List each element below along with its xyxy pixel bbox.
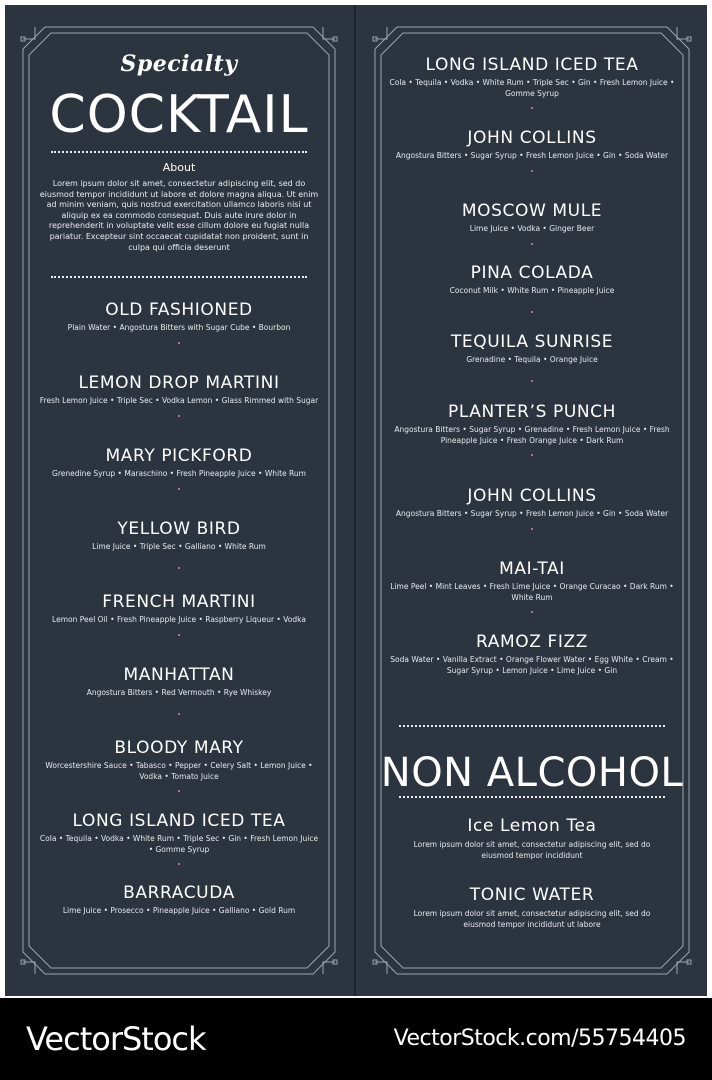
vectorstock-url: VectorStock.com/55754405 <box>393 1026 686 1051</box>
list-item <box>379 558 685 613</box>
dotted-divider-bottom <box>51 276 307 278</box>
cocktail-name: BARRACUDA <box>123 883 235 903</box>
cocktail-ingredients: Worcestershire Sauce • Tabasco • Pepper • Celery Salt • Lemon Juice • Vodka • Tomato Juice <box>45 761 313 781</box>
drink-description: Lorem ipsum dolor sit amet, consectetur adipiscing elit, sed do eiusmod tempor incididunt <box>413 840 651 860</box>
separator-dot <box>531 454 533 456</box>
cocktail-name: PINA COLADA <box>470 263 594 283</box>
cocktail-name: TEQUILA SUNRISE <box>450 332 614 352</box>
separator-dot <box>178 634 180 636</box>
separator-dot <box>531 170 533 172</box>
separator-dot <box>178 342 180 344</box>
dotted-divider-top <box>51 151 307 153</box>
center-fold <box>354 5 356 996</box>
about-text: Lorem ipsum dolor sit amet, consectetur adipiscing elit, sed do eiusmod tempor incididunt ut labore et dolore magna aliqua. Ut enim ad minim veniam, quis nostrud exercitation ullamco laboris nisi ut aliquip ex ea commodo consequat. Duis aute irure dolor in reprehenderit in voluptate velit esse cillum dolore eu fugiat nulla pariatur. Excepteur sint occaecat cupidatat non proident, sunt in culpa qui officia deserunt <box>39 179 319 252</box>
cocktail-ingredients: Soda Water • Vanilla Extract • Orange Flower Water • Egg White • Cream • Sugar Syrup • Lemon Juice • Lime Juice • Gin <box>390 655 674 675</box>
separator-dot <box>531 380 533 382</box>
list-item <box>379 54 685 109</box>
list-item <box>379 884 685 930</box>
cocktail-ingredients: Lime Peel • Mint Leaves • Fresh Lime Juice • Orange Curacao • Dark Rum • White Rum <box>390 582 674 602</box>
list-item <box>379 331 685 382</box>
cocktail-ingredients: Angostura Bitters • Red Vermouth • Rye Whiskey <box>86 688 272 697</box>
list-item <box>27 737 331 792</box>
list-item <box>27 810 331 865</box>
list-item <box>379 401 685 456</box>
separator-dot <box>531 243 533 245</box>
cocktail-ingredients: Angostura Bitters • Sugar Syrup • Fresh Lemon Juice • Gin • Soda Water <box>395 151 669 160</box>
cocktail-ingredients: Cola • Tequila • Vodka • White Rum • Triple Sec • Gin • Fresh Lemon Juice • Gomme Syrup <box>389 78 675 98</box>
cocktail-ingredients: Lime Juice • Vodka • Ginger Beer <box>469 224 595 233</box>
drink-description: Lorem ipsum dolor sit amet, consectetur adipiscing elit, sed do eiusmod tempor incididunt ut labore <box>413 909 651 929</box>
cocktail-name: JOHN COLLINS <box>467 128 597 148</box>
list-item <box>27 591 331 636</box>
list-item <box>27 518 331 569</box>
cocktail-name: OLD FASHIONED <box>105 300 253 320</box>
right-panel <box>357 5 707 996</box>
cocktail-name: MANHATTAN <box>123 665 235 685</box>
separator-dot <box>531 107 533 109</box>
about-heading: About <box>162 161 196 174</box>
cocktail-ingredients: Plain Water • Angostura Bitters with Sugar Cube • Bourbon <box>67 323 291 332</box>
separator-dot <box>178 863 180 865</box>
cocktail-name: MAI-TAI <box>499 559 565 579</box>
list-item <box>27 372 331 417</box>
cocktail-name: LONG ISLAND ICED TEA <box>72 811 286 831</box>
separator-dot <box>178 488 180 490</box>
cocktail-ingredients: Lemon Peel Oil • Fresh Pineapple Juice • Raspberry Liqueur • Vodka <box>52 615 306 624</box>
separator-dot <box>178 713 180 715</box>
separator-dot <box>531 311 533 313</box>
list-item <box>379 127 685 172</box>
cocktail-ingredients: Lime Juice • Prosecco • Pineapple Juice • Galliano • Gold Rum <box>62 906 296 915</box>
cocktail-name: RAMOZ FIZZ <box>476 632 588 652</box>
cocktail-name: LEMON DROP MARTINI <box>78 373 280 393</box>
list-item <box>27 445 331 490</box>
cocktail-name: MARY PICKFORD <box>105 446 253 466</box>
drink-name: TONIC WATER <box>469 885 595 905</box>
separator-dot <box>531 528 533 530</box>
separator-dot <box>531 611 533 613</box>
cocktail-ingredients: Cola • Tequila • Vodka • White Rum • Triple Sec • Gin • Fresh Lemon Juice • Gomme Syrup <box>39 834 319 854</box>
cocktail-name: FRENCH MARTINI <box>102 592 256 612</box>
non-alcohol-title: NON ALCOHOL <box>380 750 684 796</box>
cocktail-name: PLANTER’S PUNCH <box>447 402 617 422</box>
separator-dot <box>178 790 180 792</box>
dotted-divider-non-alcohol-bottom <box>399 796 665 798</box>
cocktail-ingredients: Lime Juice • Triple Sec • Galliano • White Rum <box>92 542 266 551</box>
separator-dot <box>178 567 180 569</box>
cocktail-name: BLOODY MARY <box>114 738 244 758</box>
drink-name: Ice Lemon Tea <box>467 816 597 836</box>
list-item <box>379 815 685 861</box>
menu-sheet <box>5 5 707 996</box>
cocktail-ingredients: Grenadine • Tequila • Orange Juice <box>466 355 598 364</box>
right-content <box>379 5 685 996</box>
cocktail-ingredients: Coconut Milk • White Rum • Pineapple Juice <box>449 286 615 295</box>
watermark-bar <box>0 998 712 1080</box>
vectorstock-logo: VectorStock <box>26 1020 206 1058</box>
specialty-script-title: Specialty <box>120 51 238 77</box>
list-item <box>27 882 331 917</box>
list-item <box>27 664 331 715</box>
left-cocktail-list <box>27 297 331 996</box>
dotted-divider-non-alcohol-top <box>399 725 665 727</box>
cocktail-title: COCKTAIL <box>49 85 309 145</box>
cocktail-ingredients: Grenedine Syrup • Maraschino • Fresh Pineapple Juice • White Rum <box>52 469 306 478</box>
list-item <box>379 200 685 245</box>
list-item <box>379 631 685 676</box>
left-panel <box>5 5 353 996</box>
cocktail-name: YELLOW BIRD <box>117 519 241 539</box>
cocktail-ingredients: Fresh Lemon Juice • Triple Sec • Vodka Lemon • Glass Rimmed with Sugar <box>39 396 319 405</box>
cocktail-name: MOSCOW MULE <box>461 201 603 221</box>
list-item <box>27 299 331 344</box>
left-content <box>27 5 331 996</box>
separator-dot <box>178 415 180 417</box>
list-item <box>379 262 685 313</box>
cocktail-ingredients: Angostura Bitters • Sugar Syrup • Grenadine • Fresh Lemon Juice • Fresh Pineapple Juice • Fresh Orange Juice • Dark Rum <box>394 425 670 445</box>
cocktail-name: LONG ISLAND ICED TEA <box>425 55 639 75</box>
cocktail-name: JOHN COLLINS <box>467 486 597 506</box>
list-item <box>379 485 685 530</box>
cocktail-ingredients: Angostura Bitters • Sugar Syrup • Fresh Lemon Juice • Gin • Soda Water <box>395 509 669 518</box>
